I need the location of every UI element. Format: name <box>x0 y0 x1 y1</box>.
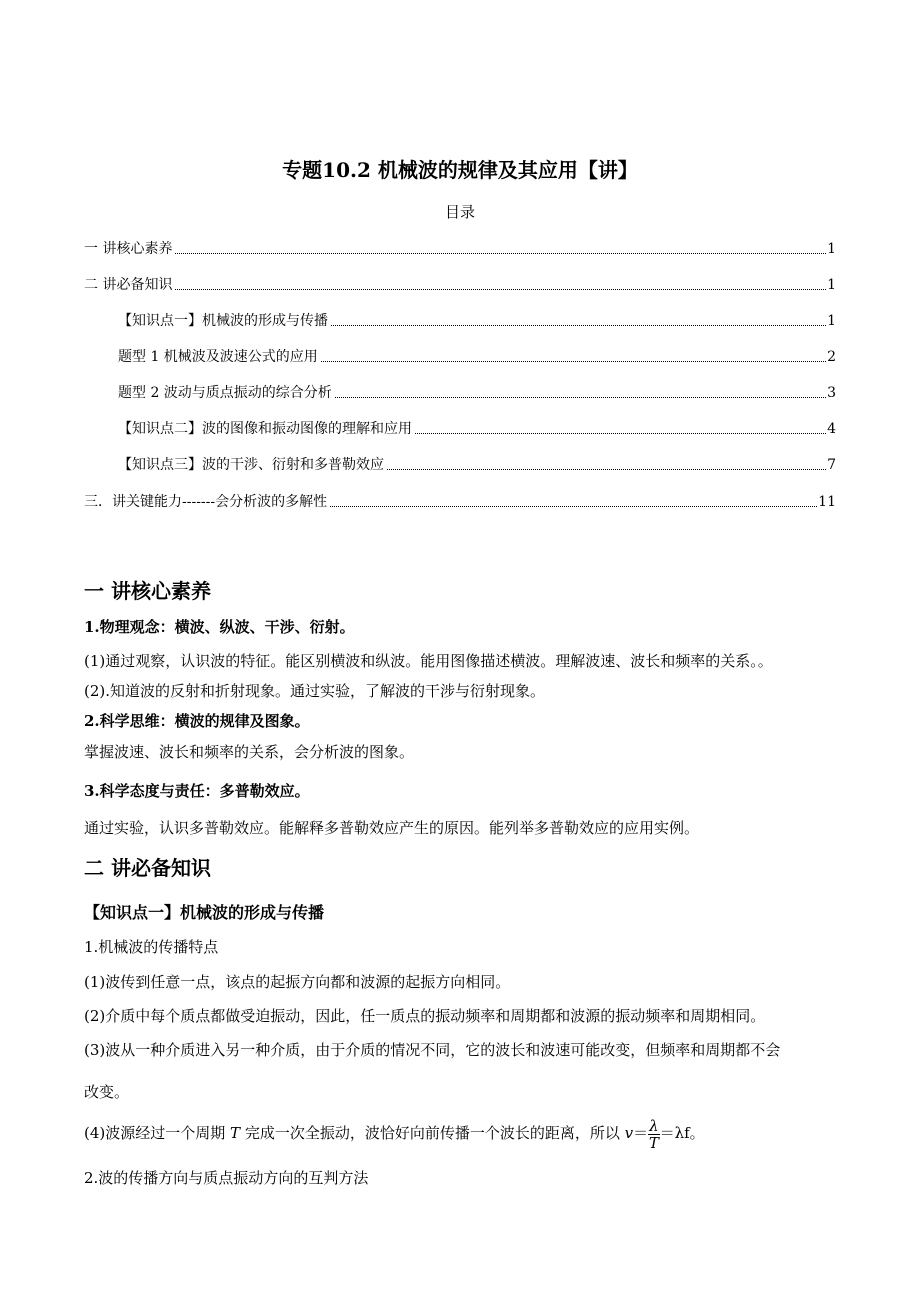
toc-entry-label: 一 讲核心素养 <box>84 241 173 257</box>
paragraph: 通过实验，认识多普勒效应。能解释多普勒效应产生的原因。能列举多普勒效应的应用实例。 <box>84 819 700 837</box>
symbol-period: T <box>230 1124 241 1142</box>
toc-entry-label: 三．讲关键能力-------会分析波的多解性 <box>84 494 328 510</box>
text: (4)波源经过一个周期 <box>84 1124 231 1142</box>
text: 完成一次全振动，波恰好向前传播一个波长的距离，所以 <box>240 1124 625 1142</box>
toc-entry[interactable] <box>84 239 836 259</box>
paragraph: 2.波的传播方向与质点振动方向的互判方法 <box>84 1169 369 1187</box>
section-heading: 一 讲核心素养 <box>84 579 211 603</box>
toc-entry-label: 【知识点一】机械波的形成与传播 <box>118 313 328 329</box>
equals: ＝ <box>633 1124 649 1142</box>
toc-entry-page: 2 <box>827 349 836 365</box>
fraction <box>648 1118 660 1151</box>
toc-leader <box>387 469 826 470</box>
toc-leader <box>175 289 826 290</box>
toc-entry-label: 题型 1 机械波及波速公式的应用 <box>118 349 318 365</box>
paragraph: (1)通过观察，认识波的特征。能区别横波和纵波。能用图像描述横波。理解波速、波长和频率的关系。。 <box>84 652 773 670</box>
toc-entry-page: 1 <box>827 241 836 257</box>
fraction-numerator: λ <box>649 1116 659 1135</box>
toc-entry[interactable] <box>118 455 836 475</box>
paragraph: (3)波从一种介质进入另一种介质，由于介质的情况不同，它的波长和波速可能改变，但频率和周期都不会 <box>84 1041 781 1059</box>
toc-leader <box>321 361 826 362</box>
toc-entry[interactable] <box>84 275 836 295</box>
section-heading: 二 讲必备知识 <box>84 856 211 880</box>
toc-entry-page: 1 <box>827 313 836 329</box>
paragraph: 1.机械波的传播特点 <box>84 938 219 956</box>
toc-entry[interactable] <box>118 347 836 367</box>
toc-entry[interactable] <box>84 492 836 512</box>
paragraph: 掌握波速、波长和频率的关系，会分析波的图象。 <box>84 743 415 761</box>
paragraph-formula <box>84 1115 705 1151</box>
paragraph: 3.科学态度与责任：多普勒效应。 <box>84 782 310 800</box>
toc-entry[interactable] <box>118 419 836 439</box>
toc-leader <box>415 433 826 434</box>
toc-leader <box>175 253 826 254</box>
toc-entry-page: 11 <box>818 494 836 510</box>
toc-entry[interactable] <box>118 383 836 403</box>
paragraph: (2).知道波的反射和折射现象。通过实验，了解波的干涉与衍射现象。 <box>84 682 546 700</box>
toc-entry-label: 题型 2 波动与质点振动的综合分析 <box>118 385 332 401</box>
document-title: 专题10.2 机械波的规律及其应用【讲】 <box>282 158 638 182</box>
paragraph: (1)波传到任意一点，该点的起振方向都和波源的起振方向相同。 <box>84 973 511 991</box>
symbol-velocity: v <box>624 1124 634 1142</box>
toc-entry-label: 二 讲必备知识 <box>84 277 173 293</box>
toc-entry-page: 1 <box>827 277 836 293</box>
toc-entry-label: 【知识点二】波的图像和振动图像的理解和应用 <box>118 421 412 437</box>
toc-entry[interactable] <box>118 311 836 331</box>
fraction-denominator: T <box>648 1133 659 1152</box>
paragraph: 2.科学思维：横波的规律及图象。 <box>84 712 310 730</box>
text: ＝λf。 <box>659 1124 705 1142</box>
paragraph: (2)介质中每个质点都做受迫振动，因此，任一质点的振动频率和周期都和波源的振动频率和周期相同。 <box>84 1007 766 1025</box>
toc-entry-label: 【知识点三】波的干涉、衍射和多普勒效应 <box>118 457 384 473</box>
paragraph: 改变。 <box>84 1083 130 1101</box>
toc-entry-page: 3 <box>827 385 836 401</box>
toc-leader <box>331 325 826 326</box>
paragraph: 1.物理观念：横波、纵波、干涉、衍射。 <box>84 618 355 636</box>
toc-leader <box>335 397 826 398</box>
toc-heading: 目录 <box>444 203 475 221</box>
toc-leader <box>330 506 817 507</box>
knowledge-point-heading: 【知识点一】机械波的形成与传播 <box>84 903 325 922</box>
toc-entry-page: 4 <box>827 421 836 437</box>
toc-entry-page: 7 <box>827 457 836 473</box>
